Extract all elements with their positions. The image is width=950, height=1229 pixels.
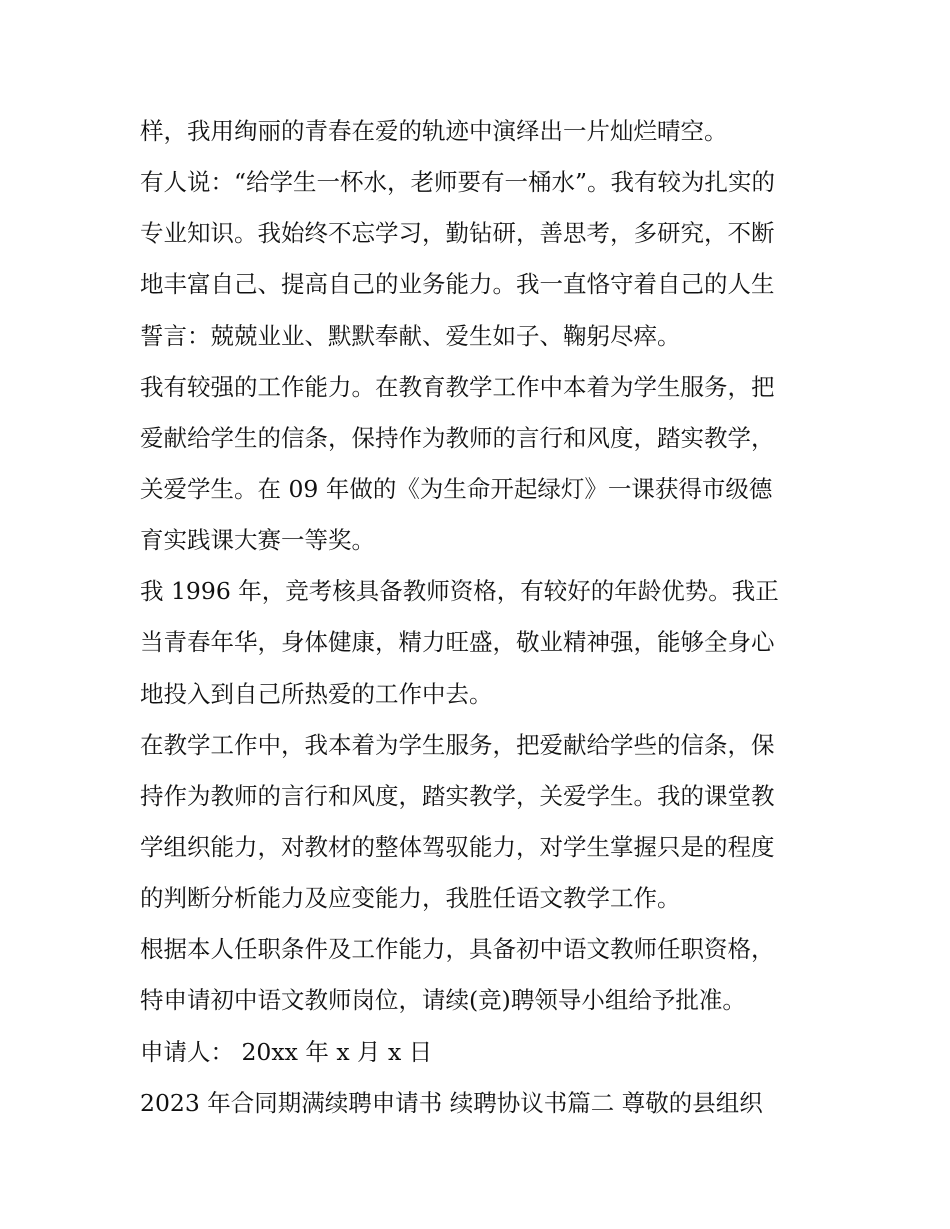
text-line: 关爱学生。在 09 年做的《为生命开起绿灯》一课获得市级德 [140, 474, 773, 503]
text-line: 有人说：“给学生一杯水，老师要有一桶水”。我有较为扎实的 [140, 168, 776, 197]
text-line: 专业知识。我始终不忘学习，勤钻研，善思考，多研究，不断 [140, 219, 775, 248]
signature-line: 申请人： 20xx 年 x 月 x 日 [140, 1037, 433, 1066]
text-line: 根据本人任职条件及工作能力，具备初中语文教师任职资格， [140, 935, 775, 964]
text-line: 地丰富自己、提高自己的业务能力。我一直恪守着自己的人生 [140, 270, 775, 299]
text-line: 在教学工作中，我本着为学生服务，把爱献给学些的信条，保 [140, 730, 775, 759]
text-line: 誓言：兢兢业业、默默奉献、爱生如子、鞠躬尽瘁。 [140, 321, 681, 350]
text-line: 持作为教师的言行和风度，踏实教学，关爱学生。我的课堂教 [140, 781, 775, 810]
text-line: 我 1996 年，竞考核具备教师资格，有较好的年龄优势。我正 [140, 577, 779, 606]
text-line: 育实践课大赛一等奖。 [140, 526, 375, 555]
text-line: 地投入到自己所热爱的工作中去。 [140, 679, 493, 708]
text-line: 当青春年华，身体健康，精力旺盛，敬业精神强，能够全身心 [140, 628, 775, 657]
section-heading-line: 2023 年合同期满续聘申请书 续聘协议书篇二 尊敬的县组织 [140, 1088, 763, 1117]
text-line: 爱献给学生的信条，保持作为教师的言行和风度，踏实教学， [140, 423, 775, 452]
text-line: 样，我用绚丽的青春在爱的轨迹中演绎出一片灿烂晴空。 [140, 117, 728, 145]
text-line: 的判断分析能力及应变能力，我胜任语文教学工作。 [140, 884, 681, 913]
document-body [140, 106, 820, 1129]
text-line: 特申请初中语文教师岗位，请续(竞)聘领导小组给予批准。 [140, 986, 746, 1015]
text-line: 学组织能力，对教材的整体驾驭能力，对学生掌握只是的程度 [140, 832, 775, 861]
text-line: 我有较强的工作能力。在教育教学工作中本着为学生服务，把 [140, 372, 775, 401]
